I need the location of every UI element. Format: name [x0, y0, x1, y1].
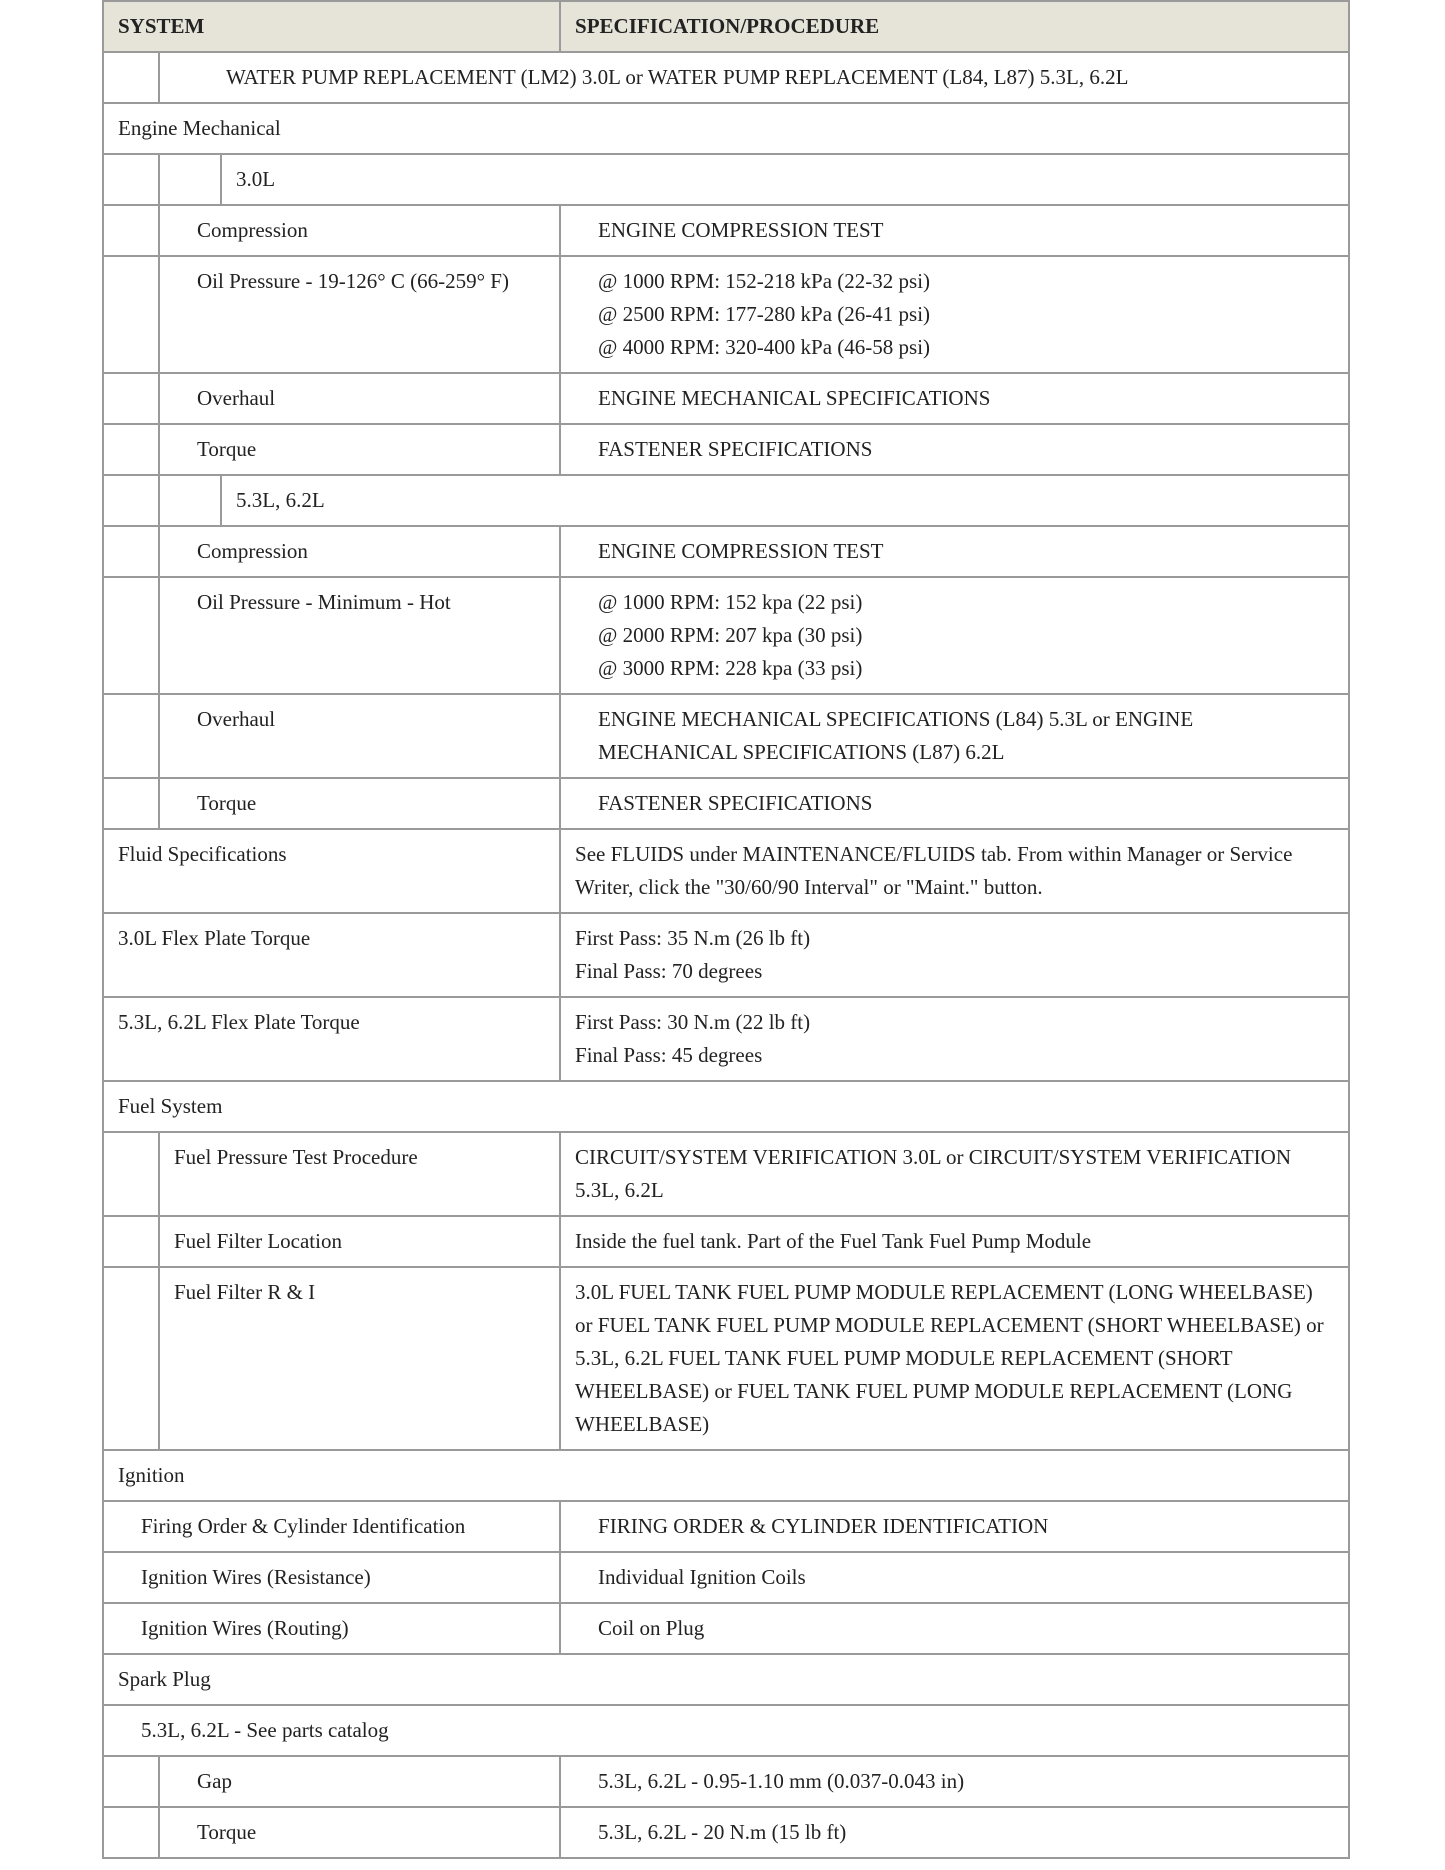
engine-mechanical-heading: Engine Mechanical	[103, 103, 1349, 154]
torque-link[interactable]: FASTENER SPECIFICATIONS	[560, 778, 1349, 829]
compression-label: Compression	[159, 526, 560, 577]
system-column-header: SYSTEM	[103, 1, 560, 52]
indent-cell	[159, 475, 221, 526]
table-row	[103, 1807, 1349, 1858]
section-row	[103, 1654, 1349, 1705]
indent-cell	[103, 694, 159, 778]
firing-order-link[interactable]: FIRING ORDER & CYLINDER IDENTIFICATION	[560, 1501, 1349, 1552]
indent-cell	[103, 205, 159, 256]
section-row	[103, 1081, 1349, 1132]
fuel-pump-module-link[interactable]: 3.0L FUEL TANK FUEL PUMP MODULE REPLACEMENT (LONG WHEELBASE) or FUEL TANK FUEL PUMP MODULE REPLACEMENT (SHORT WHEELBASE) or	[575, 1280, 1324, 1337]
table-row	[103, 52, 1349, 103]
table-row	[103, 577, 1349, 694]
section-row	[103, 1450, 1349, 1501]
overhaul-label: Overhaul	[159, 373, 560, 424]
compression-label: Compression	[159, 205, 560, 256]
oil-pressure-line: @ 2000 RPM: 207 kpa (30 psi)	[598, 623, 863, 647]
flex-plate-line: Final Pass: 45 degrees	[575, 1043, 763, 1067]
section-row	[103, 103, 1349, 154]
firing-order-label: Firing Order & Cylinder Identification	[103, 1501, 560, 1552]
indent-cell	[103, 373, 159, 424]
table-row	[103, 1603, 1349, 1654]
indent-cell	[103, 1132, 159, 1216]
fuel-filter-ri-label: Fuel Filter R & I	[159, 1267, 560, 1450]
spark-plug-heading: Spark Plug	[103, 1654, 1349, 1705]
indent-cell	[159, 154, 221, 205]
flex-plate-3-0l-label: 3.0L Flex Plate Torque	[103, 913, 560, 997]
table-row	[103, 1267, 1349, 1450]
table-row	[103, 997, 1349, 1081]
fluid-specs-value: See FLUIDS under MAINTENANCE/FLUIDS tab. From within Manager or Service Writer, click the "30/60/90 Interval" or "Maint." button.	[560, 829, 1349, 913]
indent-cell	[103, 52, 159, 103]
spark-gap-label: Gap	[159, 1756, 560, 1807]
table-row	[103, 694, 1349, 778]
table-row	[103, 1501, 1349, 1552]
flex-plate-line: First Pass: 35 N.m (26 lb ft)	[575, 926, 811, 950]
spark-gap-value: 5.3L, 6.2L - 0.95-1.10 mm (0.037-0.043 in)	[560, 1756, 1349, 1807]
indent-cell	[103, 154, 159, 205]
flex-plate-line: First Pass: 30 N.m (22 lb ft)	[575, 1010, 811, 1034]
table-row	[103, 913, 1349, 997]
overhaul-label: Overhaul	[159, 694, 560, 778]
indent-cell	[103, 1756, 159, 1807]
oil-pressure-line: @ 1000 RPM: 152 kpa (22 psi)	[598, 590, 863, 614]
table-header-row	[103, 1, 1349, 52]
table-row	[103, 778, 1349, 829]
compression-link[interactable]: ENGINE COMPRESSION TEST	[560, 205, 1349, 256]
subsection-5-3l: 5.3L, 6.2L	[221, 475, 1349, 526]
flex-plate-5-3l-label: 5.3L, 6.2L Flex Plate Torque	[103, 997, 560, 1081]
flex-plate-3-0l-values	[560, 913, 1349, 997]
table-row	[103, 373, 1349, 424]
table-row	[103, 1756, 1349, 1807]
table-row	[103, 829, 1349, 913]
indent-cell	[103, 1807, 159, 1858]
table-row	[103, 1705, 1349, 1756]
fuel-pump-module-link[interactable]: 5.3L, 6.2L FUEL TANK FUEL PUMP MODULE REPLACEMENT (SHORT WHEELBASE) or FUEL TANK FUEL PUMP MODULE REPLACEMENT (LONG WHEELBASE)	[575, 1346, 1293, 1436]
fuel-pressure-label: Fuel Pressure Test Procedure	[159, 1132, 560, 1216]
fuel-filter-ri-links	[560, 1267, 1349, 1450]
fuel-filter-location-value: Inside the fuel tank. Part of the Fuel Tank Fuel Pump Module	[560, 1216, 1349, 1267]
table-row	[103, 1552, 1349, 1603]
flex-plate-5-3l-values	[560, 997, 1349, 1081]
spark-plug-catalog-note: 5.3L, 6.2L - See parts catalog	[103, 1705, 1349, 1756]
oil-pressure-values	[560, 577, 1349, 694]
oil-pressure-label: Oil Pressure - Minimum - Hot	[159, 577, 560, 694]
indent-cell	[103, 256, 159, 373]
flex-plate-line: Final Pass: 70 degrees	[575, 959, 763, 983]
ignition-routing-value: Coil on Plug	[560, 1603, 1349, 1654]
table-row	[103, 1216, 1349, 1267]
spec-column-header: SPECIFICATION/PROCEDURE	[560, 1, 1349, 52]
overhaul-link[interactable]: ENGINE MECHANICAL SPECIFICATIONS (L84) 5.3L or ENGINE MECHANICAL SPECIFICATIONS (L87) 6.2L	[560, 694, 1349, 778]
ignition-resistance-value: Individual Ignition Coils	[560, 1552, 1349, 1603]
oil-pressure-line: @ 4000 RPM: 320-400 kPa (46-58 psi)	[598, 335, 931, 359]
fuel-system-heading: Fuel System	[103, 1081, 1349, 1132]
oil-pressure-values	[560, 256, 1349, 373]
indent-cell	[103, 1267, 159, 1450]
indent-cell	[103, 1216, 159, 1267]
fuel-filter-location-label: Fuel Filter Location	[159, 1216, 560, 1267]
indent-cell	[103, 424, 159, 475]
oil-pressure-line: @ 2500 RPM: 177-280 kPa (26-41 psi)	[598, 302, 931, 326]
specifications-table	[102, 0, 1350, 1859]
indent-cell	[103, 526, 159, 577]
torque-label: Torque	[159, 778, 560, 829]
table-row	[103, 1132, 1349, 1216]
subsection-row	[103, 154, 1349, 205]
spark-torque-label: Torque	[159, 1807, 560, 1858]
indent-cell	[103, 778, 159, 829]
ignition-resistance-label: Ignition Wires (Resistance)	[103, 1552, 560, 1603]
ignition-routing-label: Ignition Wires (Routing)	[103, 1603, 560, 1654]
indent-cell	[103, 577, 159, 694]
compression-link[interactable]: ENGINE COMPRESSION TEST	[560, 526, 1349, 577]
torque-label: Torque	[159, 424, 560, 475]
subsection-3-0l: 3.0L	[221, 154, 1349, 205]
water-pump-link[interactable]: WATER PUMP REPLACEMENT (LM2) 3.0L or WATER PUMP REPLACEMENT (L84, L87) 5.3L, 6.2L	[159, 52, 1349, 103]
ignition-heading: Ignition	[103, 1450, 1349, 1501]
subsection-row	[103, 475, 1349, 526]
spark-torque-value: 5.3L, 6.2L - 20 N.m (15 lb ft)	[560, 1807, 1349, 1858]
table-row	[103, 256, 1349, 373]
overhaul-link[interactable]: ENGINE MECHANICAL SPECIFICATIONS	[560, 373, 1349, 424]
oil-pressure-label: Oil Pressure - 19-126° C (66-259° F)	[159, 256, 560, 373]
table-row	[103, 526, 1349, 577]
torque-link[interactable]: FASTENER SPECIFICATIONS	[560, 424, 1349, 475]
table-row	[103, 424, 1349, 475]
oil-pressure-line: @ 1000 RPM: 152-218 kPa (22-32 psi)	[598, 269, 931, 293]
oil-pressure-line: @ 3000 RPM: 228 kpa (33 psi)	[598, 656, 863, 680]
indent-cell	[103, 475, 159, 526]
fluid-specs-label: Fluid Specifications	[103, 829, 560, 913]
fuel-pressure-link[interactable]: CIRCUIT/SYSTEM VERIFICATION 3.0L or CIRCUIT/SYSTEM VERIFICATION 5.3L, 6.2L	[560, 1132, 1349, 1216]
table-row	[103, 205, 1349, 256]
